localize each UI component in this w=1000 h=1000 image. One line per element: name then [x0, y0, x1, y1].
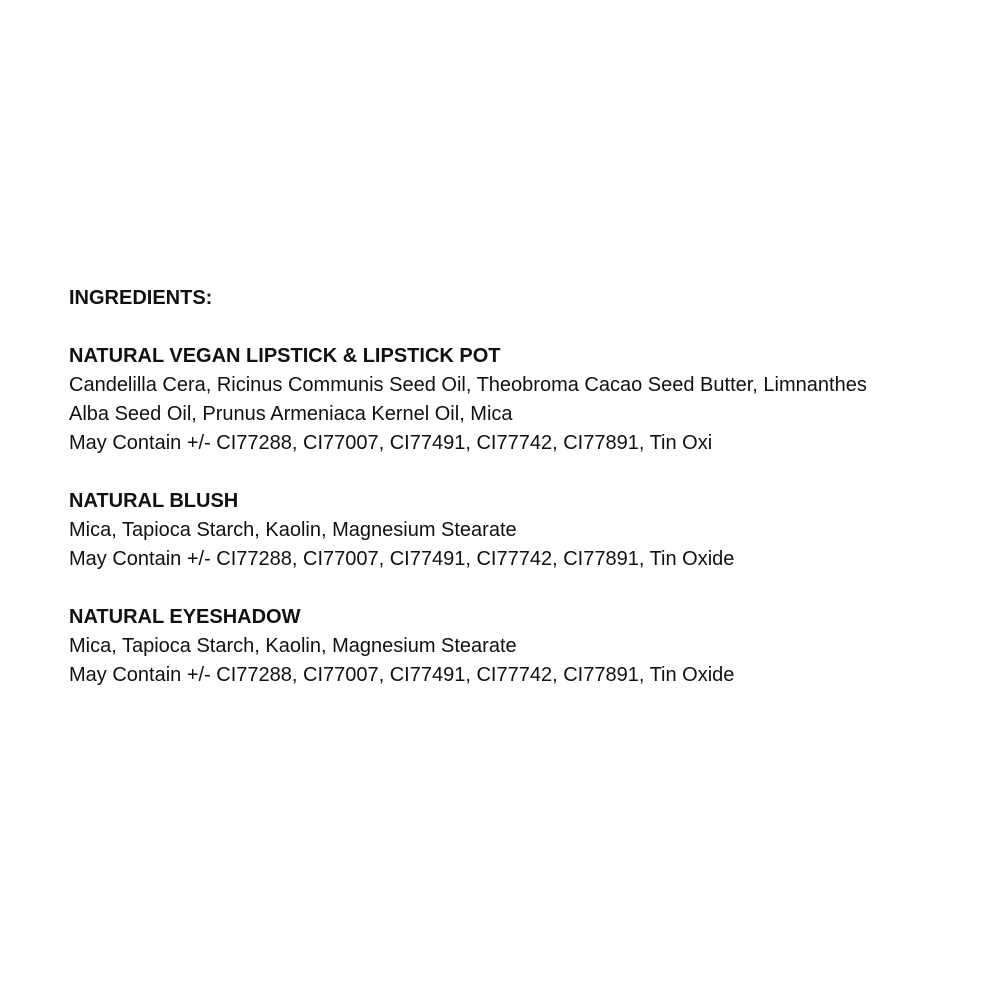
ingredients-document [69, 284, 969, 690]
ingredient-line: Alba Seed Oil, Prunus Armeniaca Kernel Oil, Mica [69, 403, 513, 425]
ingredient-line: Mica, Tapioca Starch, Kaolin, Magnesium Stearate [69, 519, 517, 541]
ingredients-title: INGREDIENTS: [69, 287, 213, 309]
section-eyeshadow [69, 603, 969, 690]
section-heading-eyeshadow: NATURAL EYESHADOW [69, 606, 301, 628]
ingredient-line: Mica, Tapioca Starch, Kaolin, Magnesium Stearate [69, 635, 517, 657]
section-heading-blush: NATURAL BLUSH [69, 490, 239, 512]
section-lipstick [69, 342, 969, 458]
may-contain-line: May Contain +/- CI77288, CI77007, CI77491, CI77742, CI77891, Tin Oxide [69, 548, 735, 570]
section-blush [69, 487, 969, 574]
section-heading-lipstick: NATURAL VEGAN LIPSTICK & LIPSTICK POT [69, 345, 501, 367]
may-contain-line: May Contain +/- CI77288, CI77007, CI77491, CI77742, CI77891, Tin Oxi [69, 432, 713, 454]
ingredient-line: Candelilla Cera, Ricinus Communis Seed Oil, Theobroma Cacao Seed Butter, Limnanthes [69, 374, 867, 396]
may-contain-line: May Contain +/- CI77288, CI77007, CI77491, CI77742, CI77891, Tin Oxide [69, 664, 735, 686]
